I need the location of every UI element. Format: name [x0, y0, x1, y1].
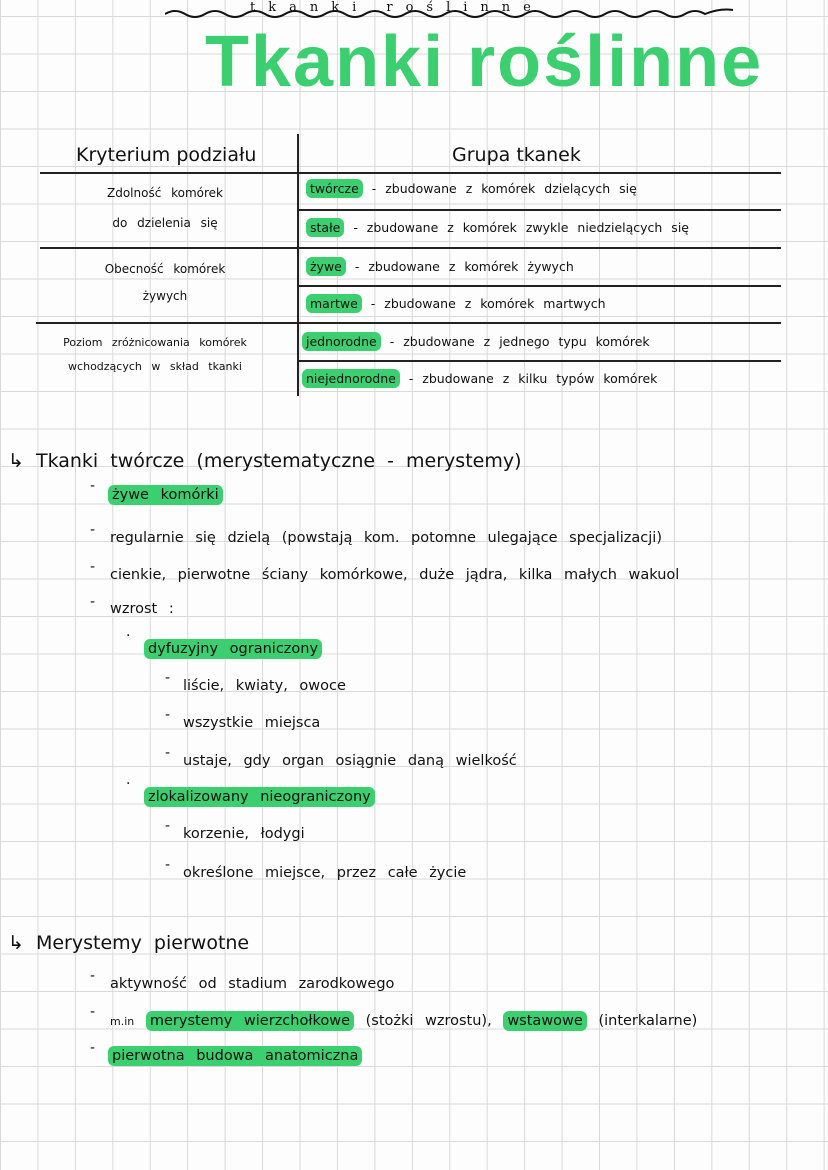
- bullet-dash: -: [90, 1004, 96, 1020]
- table-rule: [298, 285, 781, 287]
- bullet-dash: -: [90, 478, 96, 494]
- list-item: regularnie się dzielą (powstają kom. potomne ulegające specjalizacji): [110, 530, 662, 546]
- table-rule: [298, 209, 781, 211]
- highlighted-text: dyfuzyjny ograniczony: [144, 639, 322, 659]
- table-header-criterion: Kryterium podziału: [76, 144, 257, 166]
- criterion-line: Obecność komórek: [104, 262, 226, 276]
- bullet-dash: -: [90, 1040, 96, 1056]
- criterion-line: Poziom zróżnicowania komórek: [63, 336, 247, 349]
- group-desc: - zbudowane z komórek dzielących się: [371, 181, 637, 196]
- highlighted-text: zlokalizowany nieograniczony: [144, 787, 375, 807]
- list-item: określone miejsce, przez całe życie: [183, 865, 467, 881]
- list-item: [108, 487, 223, 503]
- bullet-dot: ·: [126, 776, 131, 792]
- criterion-line: do dzielenia się: [112, 216, 218, 230]
- highlighted-text: żywe komórki: [108, 485, 223, 505]
- section-title: Tkanki twórcze (merystematyczne - merystemy): [35, 450, 522, 472]
- bullet-dash: -: [90, 522, 96, 538]
- table-rule: [298, 360, 781, 362]
- section-title: Merystemy pierwotne: [35, 932, 250, 954]
- growth-type: [144, 789, 375, 805]
- group-row: [306, 296, 606, 311]
- section-heading: [8, 932, 249, 954]
- bullet-dash: -: [90, 968, 96, 984]
- criterion-line: Zdolność komórek: [106, 186, 224, 200]
- highlighted-text: pierwotna budowa anatomiczna: [108, 1046, 362, 1066]
- growth-type: [144, 641, 322, 657]
- group-row: [306, 259, 574, 274]
- group-term: jednorodne: [302, 332, 381, 351]
- bullet-dot: ·: [126, 628, 131, 644]
- group-desc: - zbudowane z jednego typu komórek: [389, 334, 650, 349]
- section-heading: [8, 450, 522, 472]
- group-term: twórcze: [306, 179, 363, 198]
- arrow-icon: ↳: [8, 450, 24, 472]
- page-title: Tkanki roślinne: [205, 22, 764, 102]
- text: m.in: [110, 1015, 135, 1028]
- arrow-icon: ↳: [8, 932, 24, 954]
- bullet-dash: -: [90, 594, 96, 610]
- list-item: [110, 1013, 697, 1029]
- text: (stożki wzrostu),: [365, 1013, 492, 1029]
- highlighted-text: wstawowe: [503, 1011, 587, 1031]
- list-item: wzrost :: [110, 601, 174, 617]
- group-row: [302, 371, 657, 386]
- list-item: korzenie, łodygi: [183, 826, 305, 842]
- highlighted-text: merystemy wierzchołkowe: [146, 1011, 354, 1031]
- group-desc: - zbudowane z komórek żywych: [354, 259, 574, 274]
- list-item: ustaje, gdy organ osiągnie daną wielkość: [183, 753, 517, 769]
- group-term: niejednorodne: [302, 369, 400, 388]
- group-term: żywe: [306, 257, 346, 276]
- group-row: [302, 334, 650, 349]
- bullet-dash: -: [165, 707, 171, 723]
- bullet-dash: -: [165, 670, 171, 686]
- list-item: wszystkie miejsca: [183, 715, 321, 731]
- group-row: [306, 220, 689, 235]
- group-desc: - zbudowane z komórek zwykle niedzielących się: [353, 220, 689, 235]
- list-item: liście, kwiaty, owoce: [183, 678, 346, 694]
- group-term: stałe: [306, 218, 344, 237]
- criterion-line: żywych: [142, 289, 188, 303]
- bullet-dash: -: [90, 559, 96, 575]
- title-overlay-text: tkanki roślinne: [250, 0, 544, 15]
- text: (interkalarne): [598, 1013, 698, 1029]
- table-rule: [36, 322, 781, 324]
- list-item: aktywność od stadium zarodkowego: [110, 976, 395, 992]
- list-item: [108, 1048, 362, 1064]
- group-term: martwe: [306, 294, 362, 313]
- list-item: cienkie, pierwotne ściany komórkowe, duże jądra, kilka małych wakuol: [110, 567, 680, 583]
- table-rule: [40, 247, 781, 249]
- bullet-dash: -: [165, 745, 171, 761]
- bullet-dash: -: [165, 857, 171, 873]
- criterion-line: wchodzących w skład tkanki: [68, 360, 242, 373]
- group-desc: - zbudowane z kilku typów komórek: [408, 371, 658, 386]
- group-row: [306, 181, 637, 196]
- table-header-group: Grupa tkanek: [452, 144, 581, 166]
- group-desc: - zbudowane z komórek martwych: [370, 296, 606, 311]
- bullet-dash: -: [165, 818, 171, 834]
- table-rule: [40, 172, 781, 174]
